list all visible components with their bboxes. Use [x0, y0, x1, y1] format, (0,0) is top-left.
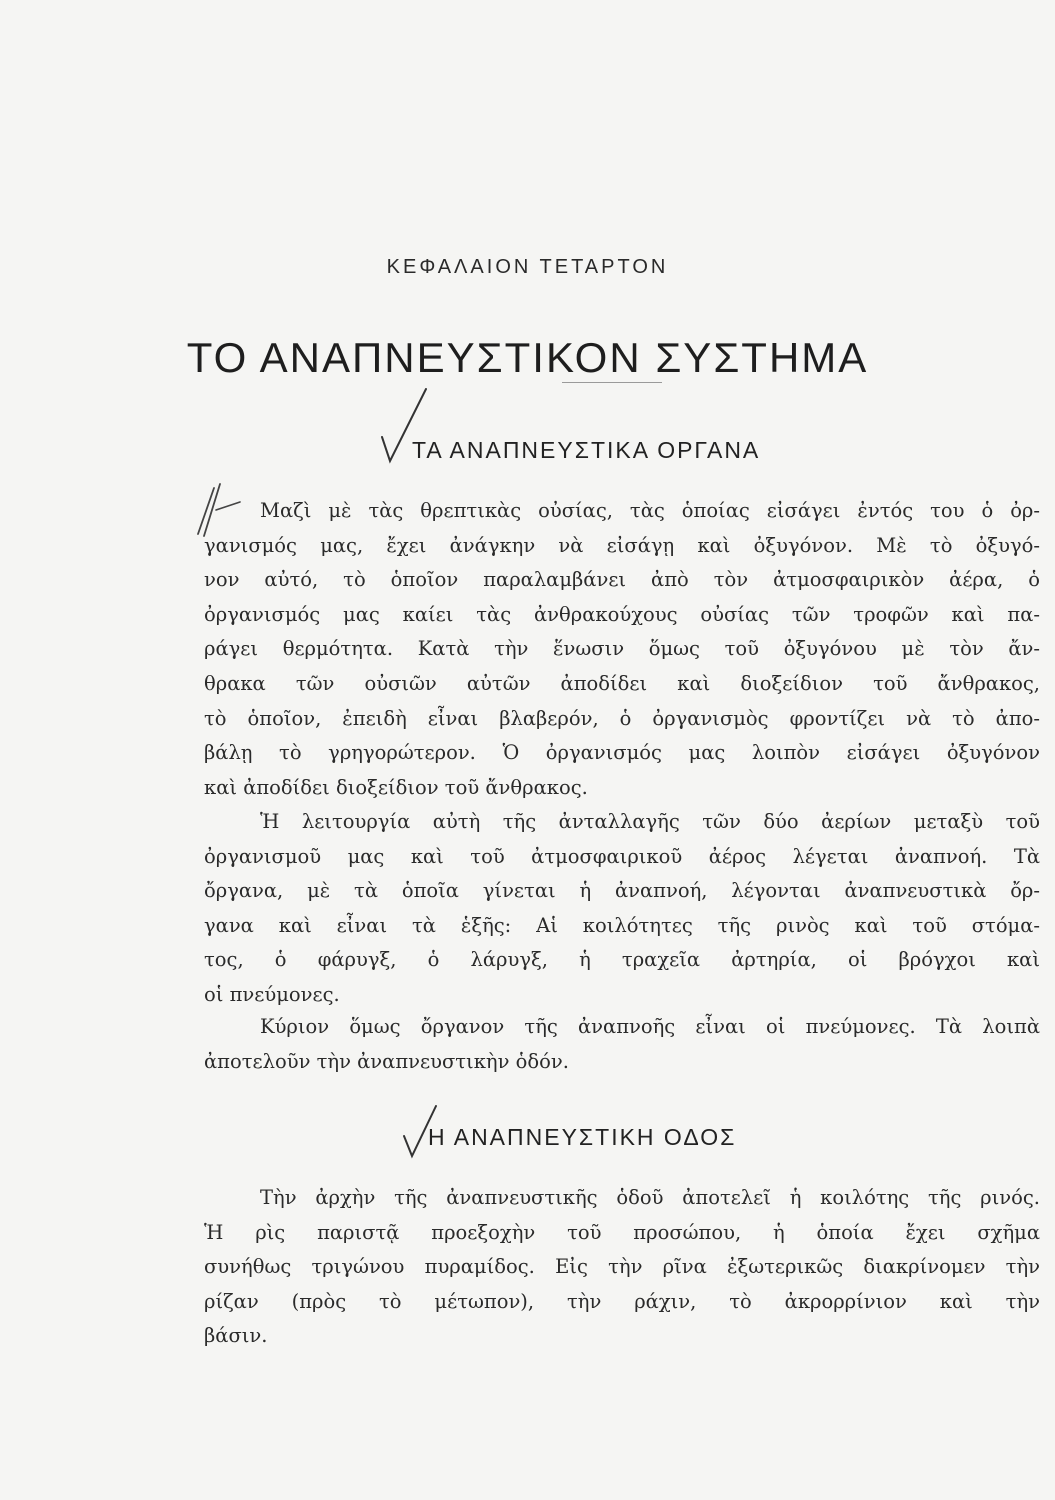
text-line: θρακα τῶν οὐσιῶν αὐτῶν ἀποδίδει καὶ διοξείδιον τοῦ ἄνθρακος,	[204, 671, 1040, 695]
text-line: ὄργανα, μὲ τὰ ὁποῖα γίνεται ἡ ἀναπνοή, λέγονται ἀναπνευστικὰ ὄρ-	[204, 879, 1040, 903]
paragraph	[204, 494, 1040, 805]
text-line: νον αὐτό, τὸ ὁποῖον παραλαμβάνει ἀπὸ τὸν ἀτμοσφαιρικὸν ἀέρα, ὁ	[204, 568, 1040, 592]
title-divider	[562, 382, 662, 383]
text-line: Τὴν ἀρχὴν τῆς ἀναπνευστικῆς ὁδοῦ ἀποτελεῖ ἡ κοιλότης τῆς ρινός.	[260, 1186, 1040, 1209]
text-line: βάσιν.	[204, 1324, 268, 1348]
text-line: Κύριον ὅμως ὄργανον τῆς ἀναπνοῆς εἶναι οἱ πνεύμονες. Τὰ λοιπὰ	[260, 1015, 1040, 1038]
text-line: ἀποτελοῦν τὴν ἀναπνευστικὴν ὁδόν.	[204, 1049, 569, 1073]
paragraph	[204, 1181, 1040, 1354]
text-line: συνήθως τριγώνου πυραμίδος. Εἰς τὴν ρῖνα ἐξωτερικῶς διακρίνομεν τὴν	[204, 1255, 1040, 1279]
text-line: ρίζαν (πρὸς τὸ μέτωπον), τὴν ράχιν, τὸ ἀκρορρίνιον καὶ τὴν	[204, 1289, 1040, 1313]
text-line: ράγει θερμότητα. Κατὰ τὴν ἕνωσιν ὅμως τοῦ ὀξυγόνου μὲ τὸν ἄν-	[204, 637, 1040, 661]
text-line: τὸ ὁποῖον, ἐπειδὴ εἶναι βλαβερόν, ὁ ὀργανισμὸς φροντίζει νὰ τὸ ἀπο-	[204, 706, 1040, 730]
text-line: γανα καὶ εἶναι τὰ ἑξῆς: Αἱ κοιλότητες τῆς ρινὸς καὶ τοῦ στόμα-	[204, 913, 1040, 937]
section-heading-respiratory-tract: Η ΑΝΑΠΝΕΥΣΤΙΚΗ ΟΔΟΣ	[428, 1124, 737, 1150]
section-heading-respiratory-organs: ΤΑ ΑΝΑΠΝΕΥΣΤΙΚΑ ΟΡΓΑΝΑ	[412, 437, 761, 463]
text-line: ὀργανισμός μας καίει τὰς ἀνθρακούχους οὐσίας τῶν τροφῶν καὶ πα-	[204, 602, 1040, 626]
text-line: βάλῃ τὸ γρηγορώτερον. Ὁ ὀργανισμός μας λοιπὸν εἰσάγει ὀξυγόνον	[204, 741, 1040, 765]
paragraph	[204, 1010, 1040, 1079]
text-line: ὀργανισμοῦ μας καὶ τοῦ ἀτμοσφαιρικοῦ ἀέρος λέγεται ἀναπνοή. Τὰ	[204, 844, 1040, 868]
text-line: καὶ ἀποδίδει διοξείδιον τοῦ ἄνθρακος.	[204, 775, 588, 799]
text-line: γανισμός μας, ἔχει ἀνάγκην νὰ εἰσάγῃ καὶ ὀξυγόνον. Μὲ τὸ ὀξυγό-	[204, 533, 1040, 557]
text-line: τος, ὁ φάρυγξ, ὁ λάρυγξ, ἡ τραχεῖα ἀρτηρία, οἱ βρόγχοι καὶ	[204, 948, 1040, 972]
chapter-title: ΤΟ ΑΝΑΠΝΕΥΣΤΙΚΟΝ ΣΥΣΤΗΜΑ	[186, 334, 869, 382]
paragraph	[204, 805, 1040, 1013]
text-line: Ἡ λειτουργία αὐτὴ τῆς ἀνταλλαγῆς τῶν δύο ἀερίων μεταξὺ τοῦ	[260, 810, 1040, 833]
chapter-label: ΚΕΦΑΛΑΙΟΝ ΤΕΤΑΡΤΟΝ	[386, 256, 669, 278]
text-line: Ἡ ρὶς παριστᾷ προεξοχὴν τοῦ προσώπου, ἡ ὁποία ἔχει σχῆμα	[204, 1220, 1040, 1244]
text-line: οἱ πνεύμονες.	[204, 982, 340, 1006]
text-line: Μαζὶ μὲ τὰς θρεπτικὰς οὐσίας, τὰς ὁποίας εἰσάγει ἐντός του ὁ ὀρ-	[260, 499, 1040, 522]
